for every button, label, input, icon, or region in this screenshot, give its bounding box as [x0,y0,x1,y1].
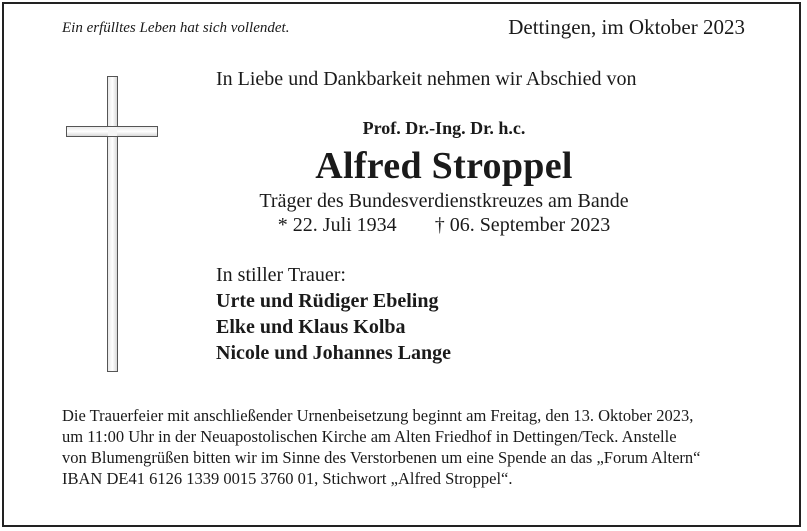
notice-line: IBAN DE41 6126 1339 0015 3760 01, Stichwort „Alfred Stroppel“. [62,469,513,488]
mourners-block [216,262,451,366]
deceased-name: Alfred Stroppel [315,145,573,187]
mourner-name: Nicole und Johannes Lange [216,342,452,364]
deceased-award: Träger des Bundesverdienstkreuzes am Bande [259,190,629,212]
cross-icon [66,76,158,372]
notice-line: Die Trauerfeier mit anschließender Urnenbeisetzung beginnt am Freitag, den 13. Oktober 2023, [62,406,694,425]
motto: Ein erfülltes Leben hat sich vollendet. [62,20,290,36]
intro-text: In Liebe und Dankbarkeit nehmen wir Abschied von [216,68,637,90]
mourner-name: Elke und Klaus Kolba [216,316,406,338]
birth-date: * 22. Juli 1934 [277,214,397,236]
notice-line: um 11:00 Uhr in der Neuapostolischen Kirche am Alten Friedhof in Dettingen/Teck. Anstelle [62,427,677,446]
deceased-title: Prof. Dr.-Ing. Dr. h.c. [362,118,526,138]
mourner-name: Urte und Rüdiger Ebeling [216,290,439,312]
notice-line: von Blumengrüßen bitten wir im Sinne des Verstorbenen um eine Spende an das „Forum Altern“ [62,448,701,467]
place-date: Dettingen, im Oktober 2023 [508,15,745,39]
death-date: † 06. September 2023 [434,214,611,236]
life-dates [216,214,672,237]
funeral-notice [62,405,752,489]
mourners-heading: In stiller Trauer: [216,264,346,286]
